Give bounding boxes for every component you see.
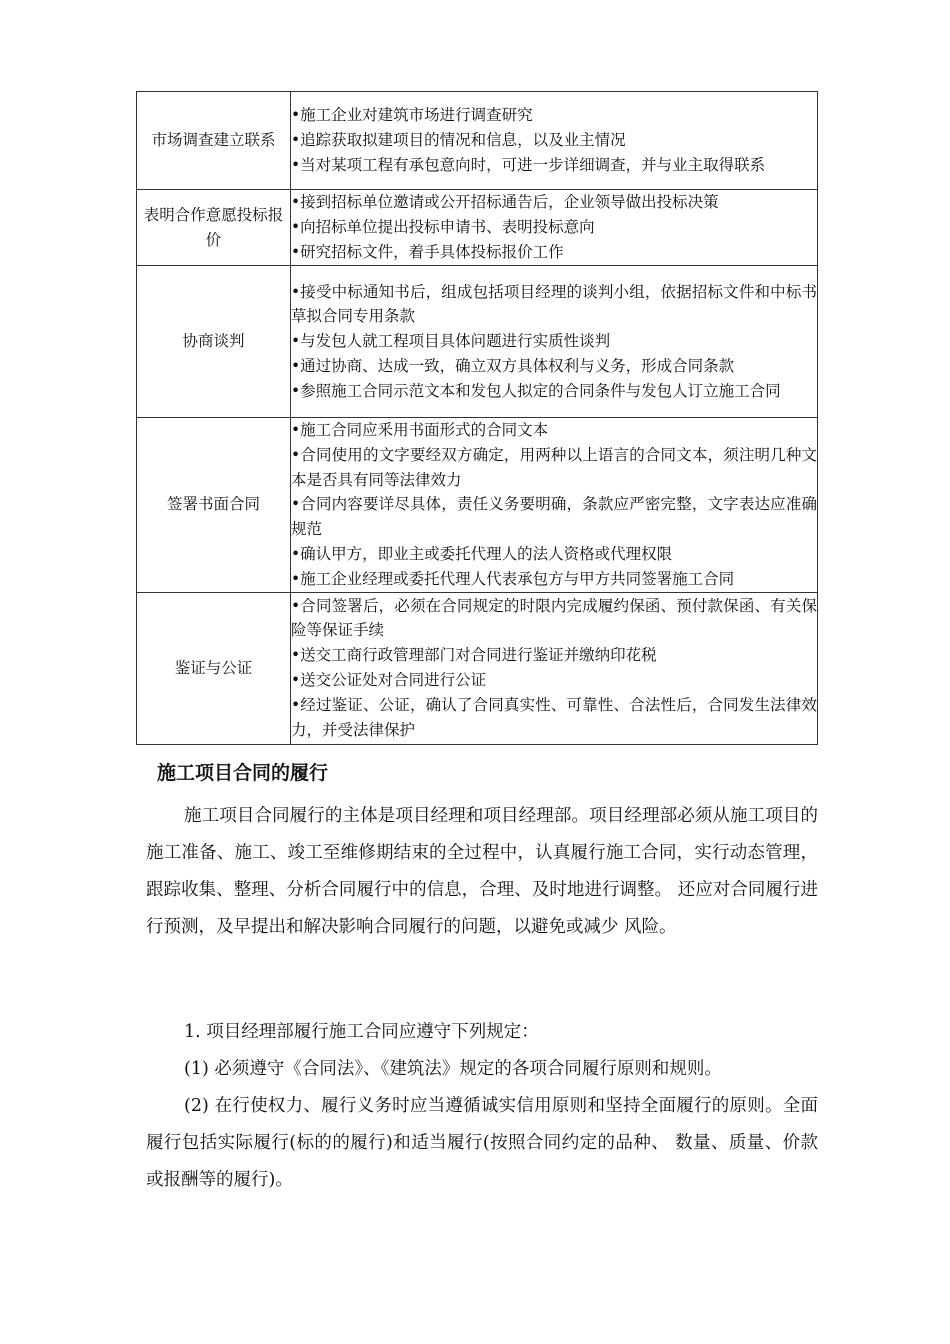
numbered-paragraph: 1. 项目经理部履行施工合同应遵守下列规定： [184,1022,539,1042]
list-item: •施工企业经理或委托代理人代表承包方与甲方共同签署施工合同 [291,569,735,588]
table-row [137,418,818,593]
list-item: •参照施工合同示范文本和发包人拟定的合同条件与发包人订立施工合同 [291,381,781,400]
detail-cell [291,190,818,266]
list-item: •确认甲方，即业主或委托代理人的法人资格或代理权限 [291,544,673,563]
list-item: •研究招标文件，着手具体投标报价工作 [291,242,564,261]
list-item: •施工企业对建筑市场进行调查研究 [291,106,533,125]
list-item: •施工合同应釆用书面形式的合同文本 [291,421,549,439]
list-item: •接受中标通知书后，组成包括项目经理的谈判小组，依据招标文件和中标书草拟合同专用条款 [291,282,817,326]
stage-cell: 鉴证与公证 [137,592,291,744]
numbered-paragraph: (1) 必须遵守《合同法》、《建筑法》规定的各项合同履行原则和规则。 [184,1059,722,1079]
stage-cell: 签署书面合同 [137,418,291,593]
list-item: •通过协商、达成一致，确立双方具体权利与义务，形成合同条款 [291,356,735,375]
stage-cell: 市场调查建立联系 [137,92,291,190]
list-item: •合同签署后，必须在合同规定的时限内完成履约保函、预付款保函、有关保险等保证手续 [291,596,817,640]
list-item: •与发包人就工程项目具体问题进行实质性谈判 [291,332,611,351]
table-row [137,190,818,266]
list-item: •经过鉴证、公证，确认了合同真实性、可靠性、合法性后，合同发生法律效力，并受法律保护 [291,695,817,739]
list-item: •合同内容要详尽具体，责任义务要明确，条款应严密完整，文字表达应准确规范 [291,495,817,539]
list-item: •送交公证处对合同进行公证 [291,671,487,690]
list-item: •送交工商行政管理部门对合同进行鉴证并缴纳印花税 [291,646,657,665]
list-item: •接到招标单位邀请或公开招标通告后，企业领导做出投标决策 [291,193,719,212]
detail-cell [291,418,818,593]
stage-cell: 表明合作意愿投标报价 [137,190,291,266]
paragraph: 施工项目合同履行的主体是项目经理和项目经理部。项目经理部必须从施工项目的施工准备、施工、竣工至维修期结束的全过程中，认真履行施工合同，实行动态管理，跟踪收集、整理、分析合同履行中的信息，合理、及时地进行调整。 还应对合同履行进行预测，及早提出和解决影响合同履行的问题，以避免或减少 风险。 [146,806,818,937]
contract-process-table [136,91,818,745]
list-item: •向招标单位提出投标申请书、表明投标意向 [291,218,595,237]
table-row [137,266,818,418]
detail-cell [291,592,818,744]
list-item: •追踪获取拟建项目的情况和信息，以及业主情况 [291,131,626,150]
stage-cell: 协商谈判 [137,266,291,418]
list-item: •合同使用的文字要经双方确定，用两种以上语言的合同文本，须注明几种文本是否具有同等法律效力 [291,445,817,489]
numbered-paragraph: (2) 在行使权力、履行义务时应当遵循诚实信用原则和坚持全面履行的原则。全面履行包括实际履行(标的的履行)和适当履行(按照合同约定的品种、 数量、质量、价款或报酬等的履行)。 [146,1096,818,1190]
table-row [137,92,818,190]
table-row [137,592,818,744]
detail-cell [291,92,818,190]
list-item: •当对某项工程有承包意向时，可进一步详细调查，并与业主取得联系 [291,155,766,174]
section-heading: 施工项目合同的履行 [157,762,329,784]
detail-cell [291,266,818,418]
